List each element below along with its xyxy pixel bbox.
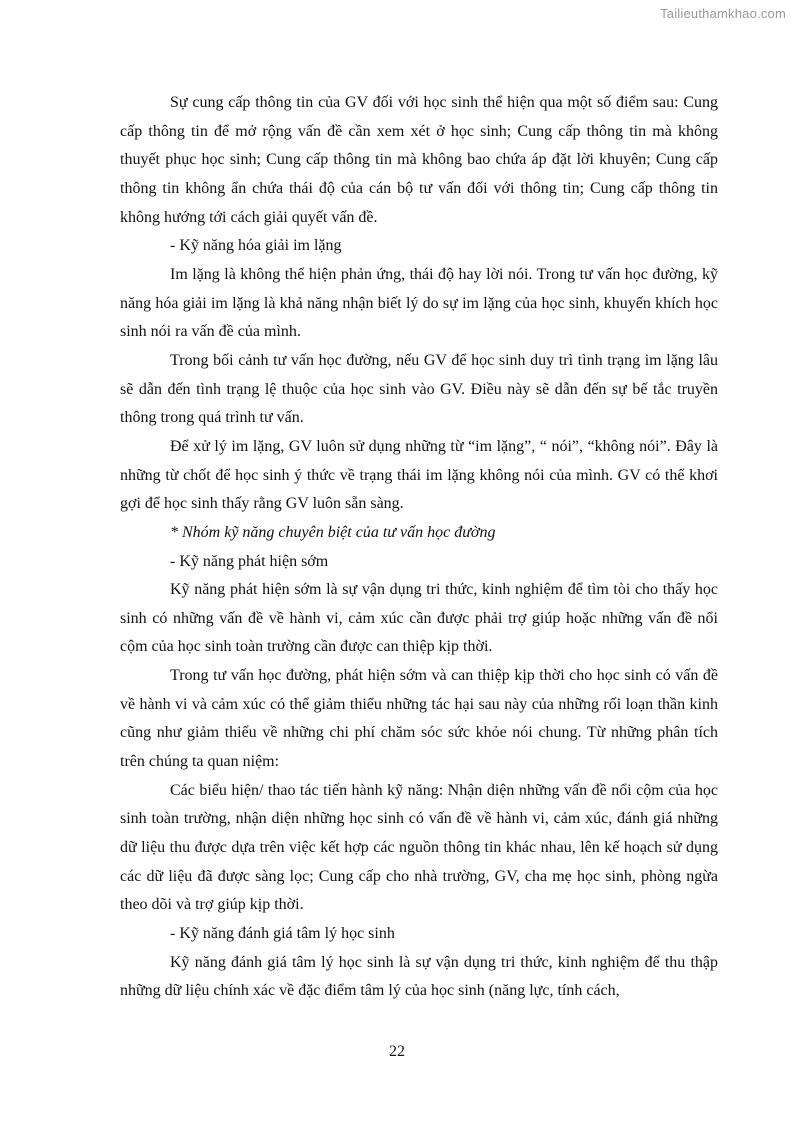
page-number: 22	[389, 1043, 405, 1060]
heading-psychological-assessment-skill: - Kỹ năng đánh giá tâm lý học sinh	[170, 925, 395, 943]
paragraph-early-detection-definition: Kỹ năng phát hiện sớm là sự vận dụng tri thức, kinh nghiệm để tìm tòi cho thấy học sinh có những vấn đề về hành vi, cảm xúc cần được phải trợ giúp hoặc những vấn đề nổi cộm của học sinh toàn trường cần được can thiệp kịp thời.	[120, 581, 718, 656]
paragraph-silence-context: Trong bối cảnh tư vấn học đường, nếu GV để học sinh duy trì tình trạng im lặng lâu sẽ dẫn đến tình trạng lệ thuộc của học sinh vào GV. Điều này sẽ dẫn đến sự bế tắc truyền thông trong quá trình tư vấn.	[120, 351, 718, 427]
paragraph-early-detection-actions: Các biểu hiện/ thao tác tiến hành kỹ năng: Nhận diện những vấn đề nổi cộm của học sinh toàn trường, nhận diện những học sinh có vấn đề về hành vi, cảm xúc, đánh giá những dữ liệu thu được dựa trên việc kết hợp các nguồn thông tin khác nhau, lên kế hoạch sử dụng các dữ liệu đã được sàng lọc; Cung cấp cho nhà trường, GV, cha mẹ học sinh, phòng ngừa theo dõi và trợ giúp kịp thời.	[120, 781, 718, 914]
heading-silence-skill: - Kỹ năng hóa giải im lặng	[170, 237, 342, 255]
paragraph-silence-definition: Im lặng là không thể hiện phản ứng, thái độ hay lời nói. Trong tư vấn học đường, kỹ năng hóa giải im lặng là khả năng nhận biết lý do sự im lặng của học sinh, khuyến khích học sinh nói ra vấn đề của mình.	[120, 265, 718, 341]
paragraph-early-detection-context: Trong tư vấn học đường, phát hiện sớm và can thiệp kịp thời cho học sinh có vấn đề về hành vi và cảm xúc có thể giảm thiểu những tác hại sau này của những rối loạn thần kinh cũng như giảm thiểu về những chi phí chăm sóc sức khỏe nói chung. Từ những phân tích trên chúng ta quan niệm:	[120, 667, 718, 771]
watermark-text: Tailieuthamkhao.com	[660, 6, 786, 21]
heading-specialized-skills-group: * Nhóm kỹ năng chuyên biệt của tư vấn học đường	[170, 523, 496, 541]
document-body	[120, 89, 718, 1006]
paragraph-psychological-assessment-definition: Kỹ năng đánh giá tâm lý học sinh là sự vận dụng tri thức, kinh nghiệm để thu thập những dữ liệu chính xác về đặc điểm tâm lý của học sinh (năng lực, tính cách,	[120, 953, 718, 1000]
paragraph-silence-handling: Để xử lý im lặng, GV luôn sử dụng những từ “im lặng”, “ nói”, “không nói”. Đây là những từ chốt để học sinh ý thức về trạng thái im lặng không nói của mình. GV có thể khơi gợi để học sinh thấy rằng GV luôn sẵn sàng.	[120, 437, 718, 513]
heading-early-detection-skill: - Kỹ năng phát hiện sớm	[170, 552, 329, 570]
paragraph-information-provision: Sự cung cấp thông tin của GV đối với học sinh thể hiện qua một số điểm sau: Cung cấp thông tin để mở rộng vấn đề cần xem xét ở học sinh; Cung cấp thông tin mà không thuyết phục học sinh; Cung cấp thông tin mà không bao chứa áp đặt lời khuyên; Cung cấp thông tin không ẩn chứa thái độ của cán bộ tư vấn đối với thông tin; Cung cấp thông tin không hướng tới cách giải quyết vấn đề.	[120, 94, 718, 226]
